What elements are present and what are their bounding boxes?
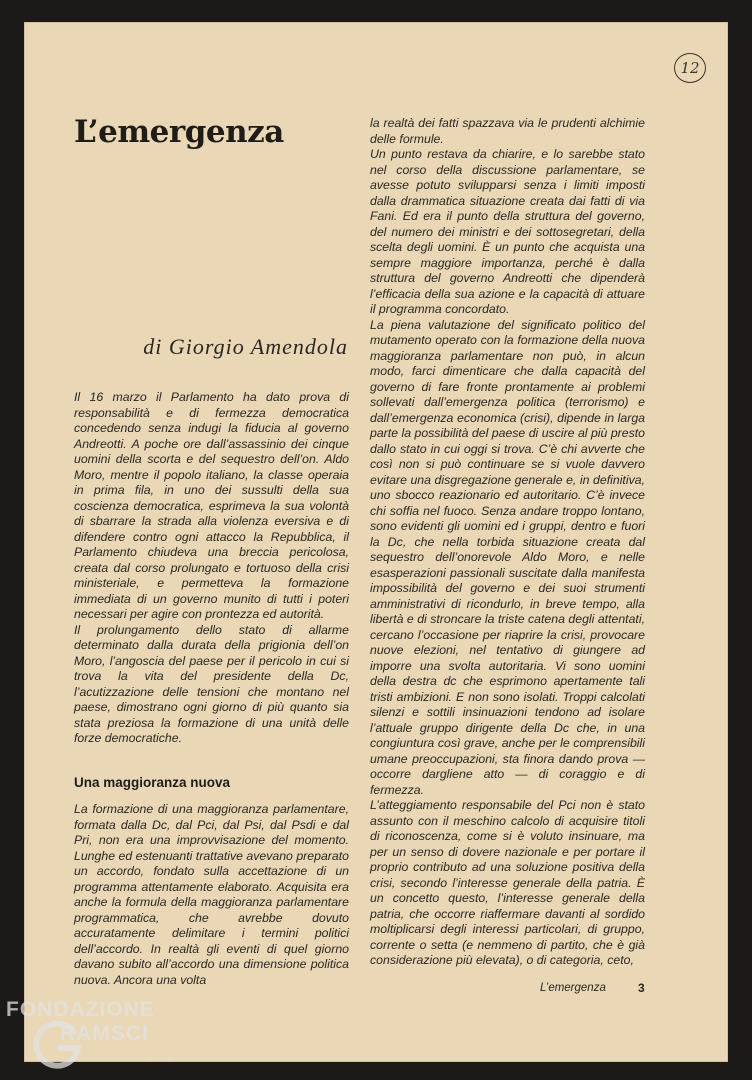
page-number: 3	[638, 981, 645, 995]
right-column	[370, 116, 645, 969]
watermark-line-2: RAMSCI	[60, 1022, 149, 1045]
paragraph: la realtà dei fatti spazzava via le prudenti alchimie delle formule.	[370, 116, 645, 146]
section-heading: Una maggioranza nuova	[74, 774, 231, 790]
paragraph: La formazione di una maggioranza parlamentare, formata dalla Dc, dal Pci, dal Psi, dal Psdi e dal Pri, non era una improvvisazione del momento. Lunghe ed estenuanti trattative avevano preparato un accordo, fondato sulla accettazione di un programma attentamente elaborato. Acquisita era anche la formula della maggioranza parlamentare programmatica, che avrebbe dovuto accuratamente delimitare i termini politici dell’accordo. In realtà gli eventi di quel giorno davano subito all’accordo una dimensione politica nuova. Ancora una volta	[74, 802, 349, 987]
running-footer-title: L’emergenza	[540, 982, 606, 994]
paragraph: Il prolungamento dello stato di allarme determinato dalla durata della prigionia dell’on Moro, l’angoscia del paese per il pericolo in cui si trova la vita del presidente della Dc, l’acutizzazione delle tensioni che montano nel paese, dimostrano ogni giorno di più quanto sia stata preziosa la formazione di una unità delle forze democratiche.	[74, 622, 349, 745]
left-column	[74, 390, 349, 988]
watermark-line-1: FONDAZIONE	[6, 998, 155, 1021]
watermark-suffix: onlus	[150, 1054, 172, 1063]
fondazione-gramsci-watermark	[2, 996, 202, 1076]
author-byline: di Giorgio Amendola	[143, 334, 348, 359]
document-page	[24, 22, 728, 1062]
article-title: L’emergenza	[74, 114, 284, 150]
handwritten-page-mark: 12	[674, 53, 706, 83]
paragraph: La piena valutazione del significato politico del mutamento operato con la formazione della nuova maggioranza parlamentare non può, in alcun modo, farci dimenticare che dalla capacità del governo di fare fronte prontamente ai problemi sollevati dall’emergenza politica (terrorismo) e dall’emergenza economica (crisi), dipende in larga parte la possibilità del paese di uscire al più presto dallo stato in cui oggi si trova. C’è chi avverte che così non si può continuare se si vuole davvero evitare una disgregazione generale e, in definitiva, uno sbocco reazionario ed autoritario. C’è invece chi soffia nel fuoco. Senza andare troppo lontano, sono evidenti gli uomini ed i gruppi, dentro e fuori la Dc, che nella torbida situazione creata dal sequestro dell’onorevole Aldo Moro, e nelle esasperazioni passionali suscitate dalla manifesta impossibilità del governo e dei suoi strumenti amministrativi di ricondurlo, in breve tempo, alla libertà e di stroncare la triste catena degli attentati, cercano l’occasione per riaprire la crisi, provocare nuove elezioni, nel tentativo di giungere ad imporre una svolta autoritaria. Vi sono uomini della destra dc che esprimono apertamente tali tristi ambizioni. E non sono isolati. Troppi calcolati silenzi e sottili insinuazioni tendono ad isolare l’attuale gruppo dirigente della Dc che, in una congiuntura così grave, anche per le comprensibili umane preoccupazioni, sta finora dando prova — occorre dargliene atto — di coraggio e di fermezza.	[370, 317, 645, 797]
paragraph: Un punto restava da chiarire, e lo sarebbe stato nel corso della discussione parlamentare, se avesse potuto svilupparsi senza i limiti imposti dalla drammatica situazione creata dai fatti di via Fani. Ed era il punto della struttura del governo, del numero dei ministri e dei sottosegretari, della scelta degli uomini. È un punto che acquista una sempre maggiore importanza, perché è dalla struttura del governo Andreotti che dipenderà l’efficacia della sua azione e la capacità di attuare il programma concordato.	[370, 147, 645, 316]
paragraph: L’atteggiamento responsabile del Pci non è stato assunto con il meschino calcolo di acquisire titoli di riconoscenza, come si è voluto insinuare, ma per un senso di dovere nazionale e per portare il proprio contributo ad una soluzione positiva della crisi, secondo l’interesse generale della patria. È un concetto questo, l’interesse generale della patria, che occorre riaffermare davanti al sordido moltiplicarsi degli interessi particolari, di gruppo, corrente o setta (e nemmeno di partito, che è già considerazione più elevata), o di categoria, ceto,	[370, 798, 645, 967]
paragraph: Il 16 marzo il Parlamento ha dato prova di responsabilità e di fermezza democratica concedendo senza indugi la fiducia al governo Andreotti. A poche ore dall’assassinio dei cinque uomini della scorta e del sequestro dell’on. Aldo Moro, mentre il popolo italiano, la classe operaia in prima fila, in uno dei sussulti della sua coscienza democratica, esprimeva la sua volontà di sbarrare la strada alla violenza eversiva e di difendere contro ogni attacco la Repubblica, il Parlamento chiudeva una breccia pericolosa, creata dal corso prolungato e tortuoso della crisi ministeriale, e permetteva la formazione immediata di un governo munito di tutti i poteri necessari per agire con prontezza ed autorità.	[74, 390, 349, 621]
